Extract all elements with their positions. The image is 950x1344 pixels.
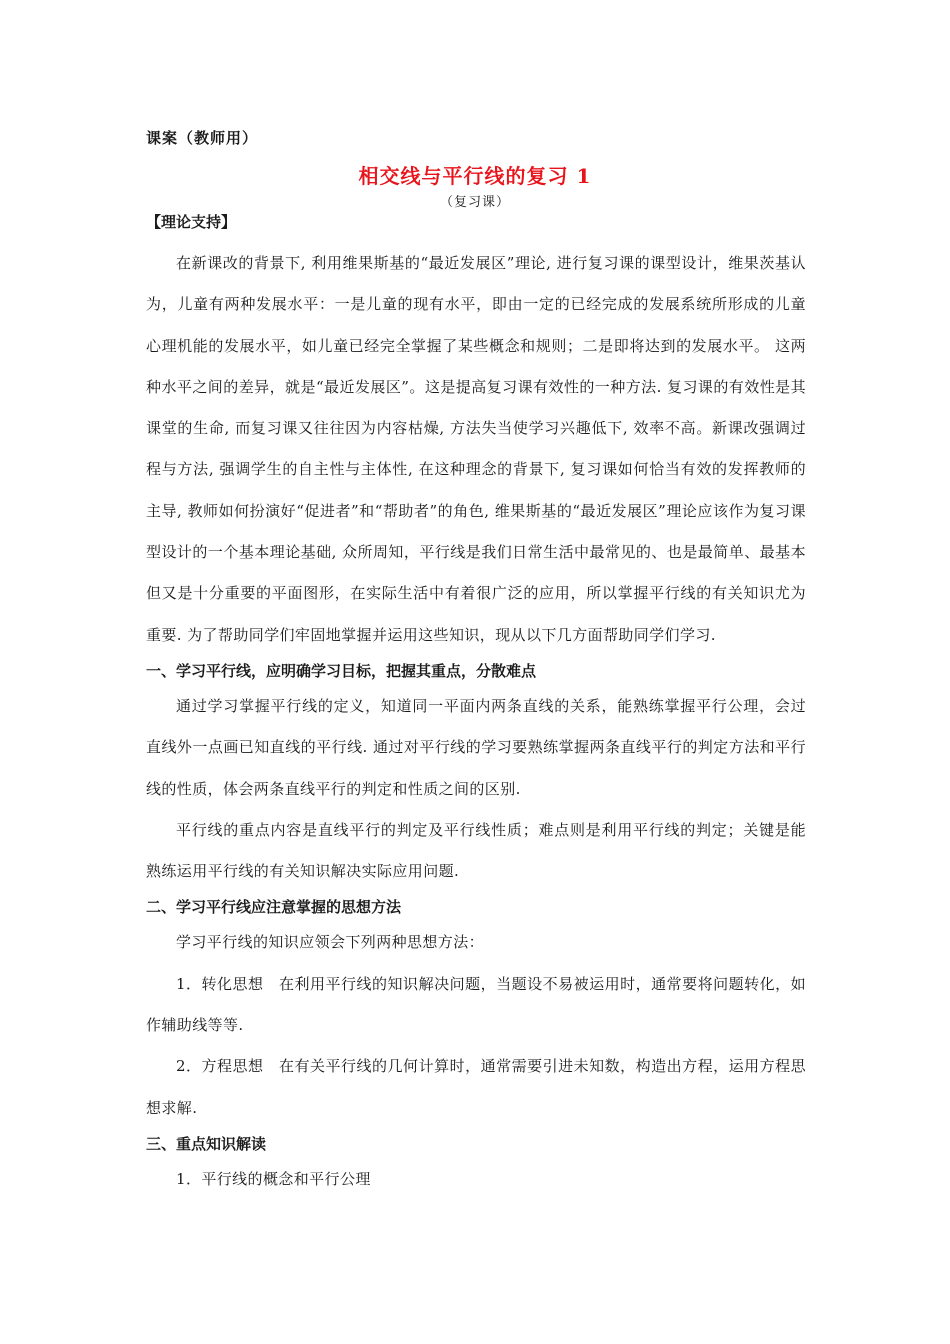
page-title: 相交线与平行线的复习 1 xyxy=(358,164,592,188)
section-2-paragraph-3: 2．方程思想 在有关平行线的几何计算时，通常需要引进未知数，构造出方程，运用方程思想求解. xyxy=(146,1057,806,1117)
section-1-paragraph-1: 通过学习掌握平行线的定义，知道同一平面内两条直线的关系，能熟练掌握平行公理，会过直线外一点画已知直线的平行线. 通过对平行线的学习要熟练掌握两条直线平行的判定方法和平行线的性质，体会两条直线平行的判定和性质之间的区别. xyxy=(146,696,806,798)
section-2-heading: 二、学习平行线应注意掌握的思想方法 xyxy=(146,898,402,917)
section-3-paragraph-1: 1．平行线的概念和平行公理 xyxy=(176,1169,371,1188)
theory-paragraph: 在新课改的背景下, 利用维果斯基的“最近发展区”理论, 进行复习课的课型设计，维果茨基认为，儿童有两种发展水平：一是儿童的现有水平，即由一定的已经完成的发展系统所形成的儿童心理机能的发展水平，如儿童已经完全掌握了某些概念和规则；二是即将达到的发展水平。 这两种水平之间的差异，就是“最近发展区”。这是提高复习课有效性的一种方法. 复习课的有效性是其课堂的生命, 而复习课又往往因为内容枯燥, 方法失当使学习兴趣低下, 效率不高。新课改强调过程与方法, 强调学生的自主性与主体性, 在这种理念的背景下, 复习课如何恰当有效的发挥教师的主导, 教师如何扮演好“促进者”和“帮助者”的角色, 维果斯基的“最近发展区”理论应该作为复习课型设计的一个基本理论基础, 众所周知，平行线是我们日常生活中最常见的、也是最简单、最基本但又是十分重要的平面图形，在实际生活中有着很广泛的应用，所以掌握平行线的有关知识尤为重要. 为了帮助同学们牢固地掌握并运用这些知识，现从以下几方面帮助同学们学习. xyxy=(146,254,806,644)
section-1-heading: 一、学习平行线，应明确学习目标，把握其重点，分散难点 xyxy=(146,661,537,680)
section-3-heading: 三、重点知识解读 xyxy=(146,1134,267,1153)
section-2-paragraph-2: 1．转化思想 在利用平行线的知识解决问题，当题设不易被运用时，通常要将问题转化，如作辅助线等等. xyxy=(146,974,806,1035)
page-subtitle: （复习课） xyxy=(439,195,510,210)
document-body xyxy=(146,211,806,1200)
section-2-paragraph-1: 学习平行线的知识应领会下列两种思想方法： xyxy=(176,933,485,952)
section-1-paragraph-2: 平行线的重点内容是直线平行的判定及平行线性质；难点则是利用平行线的判定；关键是能熟练运用平行线的有关知识解决实际应用问题. xyxy=(146,820,806,881)
header-label: 课案（教师用） xyxy=(146,129,259,147)
theory-heading: 【理论支持】 xyxy=(146,213,237,231)
